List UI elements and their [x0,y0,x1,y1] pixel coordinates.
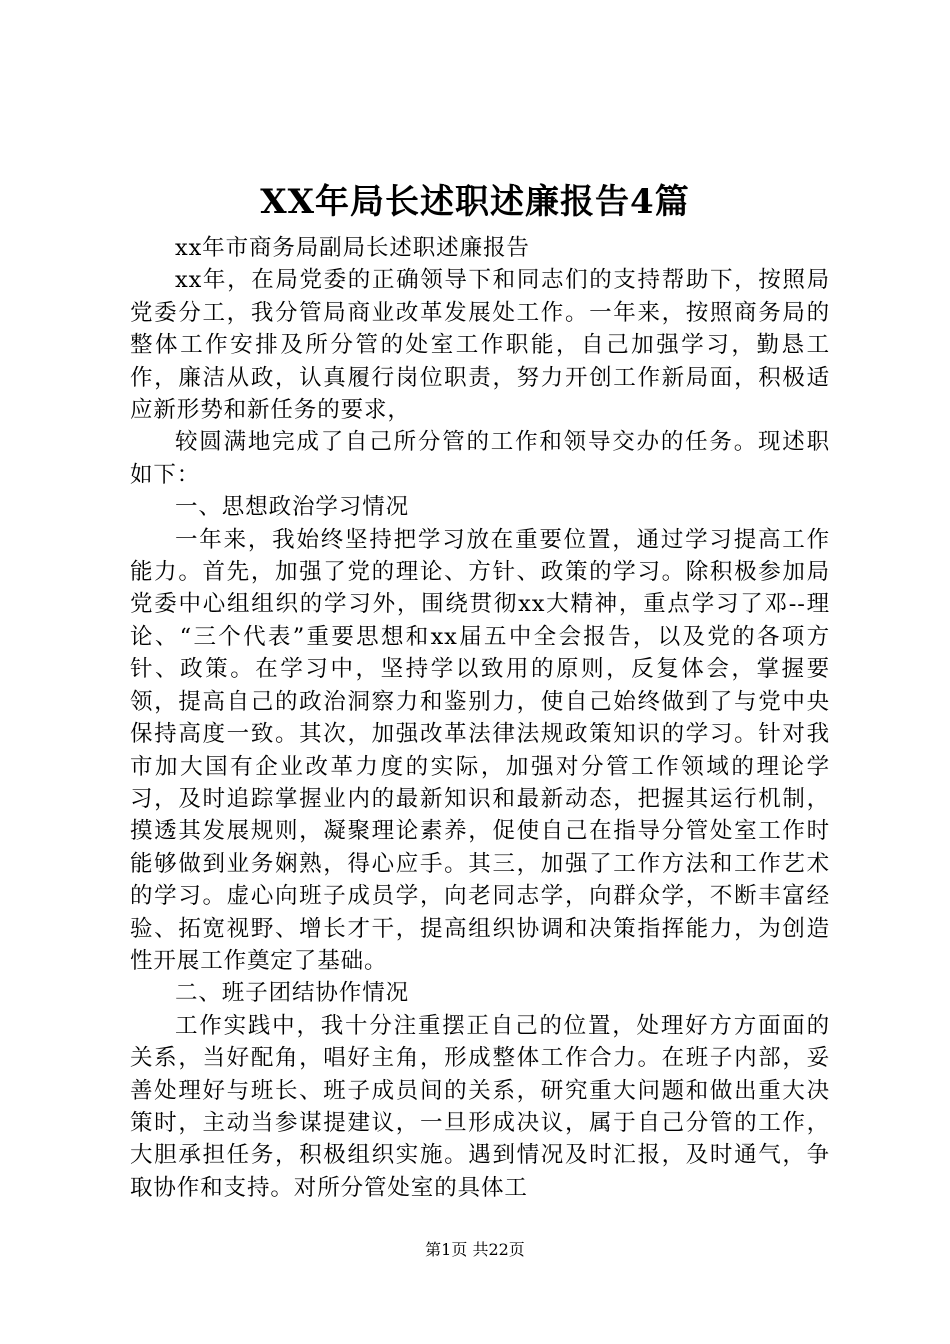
section-heading: 二、班子团结协作情况 [175,980,410,1007]
subtitle-paragraph: xx年市商务局副局长述职述廉报告 [175,235,530,261]
body-paragraph: xx年，在局党委的正确领导下和同志们的支持帮助下，按照局党委分工，我分管局商业改革发展处工作。一年来，按照商务局的整体工作安排及所分管的处室工作职能，自己加强学习，勤恳工作，廉洁从政，认真履行岗位职责，努力开创工作新局面，积极适应新形势和新任务的要求， [130,267,830,424]
body-paragraph: 工作实践中，我十分注重摆正自己的位置，处理好方方面面的关系，当好配角，唱好主角，形成整体工作合力。在班子内部，妥善处理好与班长、班子成员间的关系，研究重大问题和做出重大决策时，主动当参谋提建议，一旦形成决议，属于自己分管的工作，大胆承担任务，积极组织实施。遇到情况及时汇报，及时通气，争取协作和支持。对所分管处室的具体工 [130,1012,830,1201]
body-paragraph: 较圆满地完成了自己所分管的工作和领导交办的任务。现述职如下： [130,429,830,488]
document-body [130,232,830,1204]
page-number-footer: 第1页 共22页 [425,1240,525,1259]
section-heading: 一、思想政治学习情况 [175,494,410,521]
body-paragraph: 一年来，我始终坚持把学习放在重要位置，通过学习提高工作能力。首先，加强了党的理论、方针、政策的学习。除积极参加局党委中心组组织的学习外，围绕贯彻xx大精神，重点学习了邓--理论、“三个代表”重要思想和xx届五中全会报告，以及党的各项方针、政策。在学习中，坚持学以致用的原则，反复体会，掌握要领，提高自己的政治洞察力和鉴别力，使自己始终做到了与党中央保持高度一致。其次，加强改革法律法规政策知识的学习。针对我市加大国有企业改革力度的实际，加强对分管工作领域的理论学习，及时追踪掌握业内的最新知识和最新动态，把握其运行机制，摸透其发展规则，凝聚理论素养，促使自己在指导分管处室工作时能够做到业务娴熟，得心应手。其三，加强了工作方法和工作艺术的学习。虚心向班子成员学，向老同志学，向群众学，不断丰富经验、拓宽视野、增长才干，提高组织协调和决策指挥能力，为创造性开展工作奠定了基础。 [130,526,830,974]
document-title: XX年局长述职述廉报告4篇 [260,182,690,222]
